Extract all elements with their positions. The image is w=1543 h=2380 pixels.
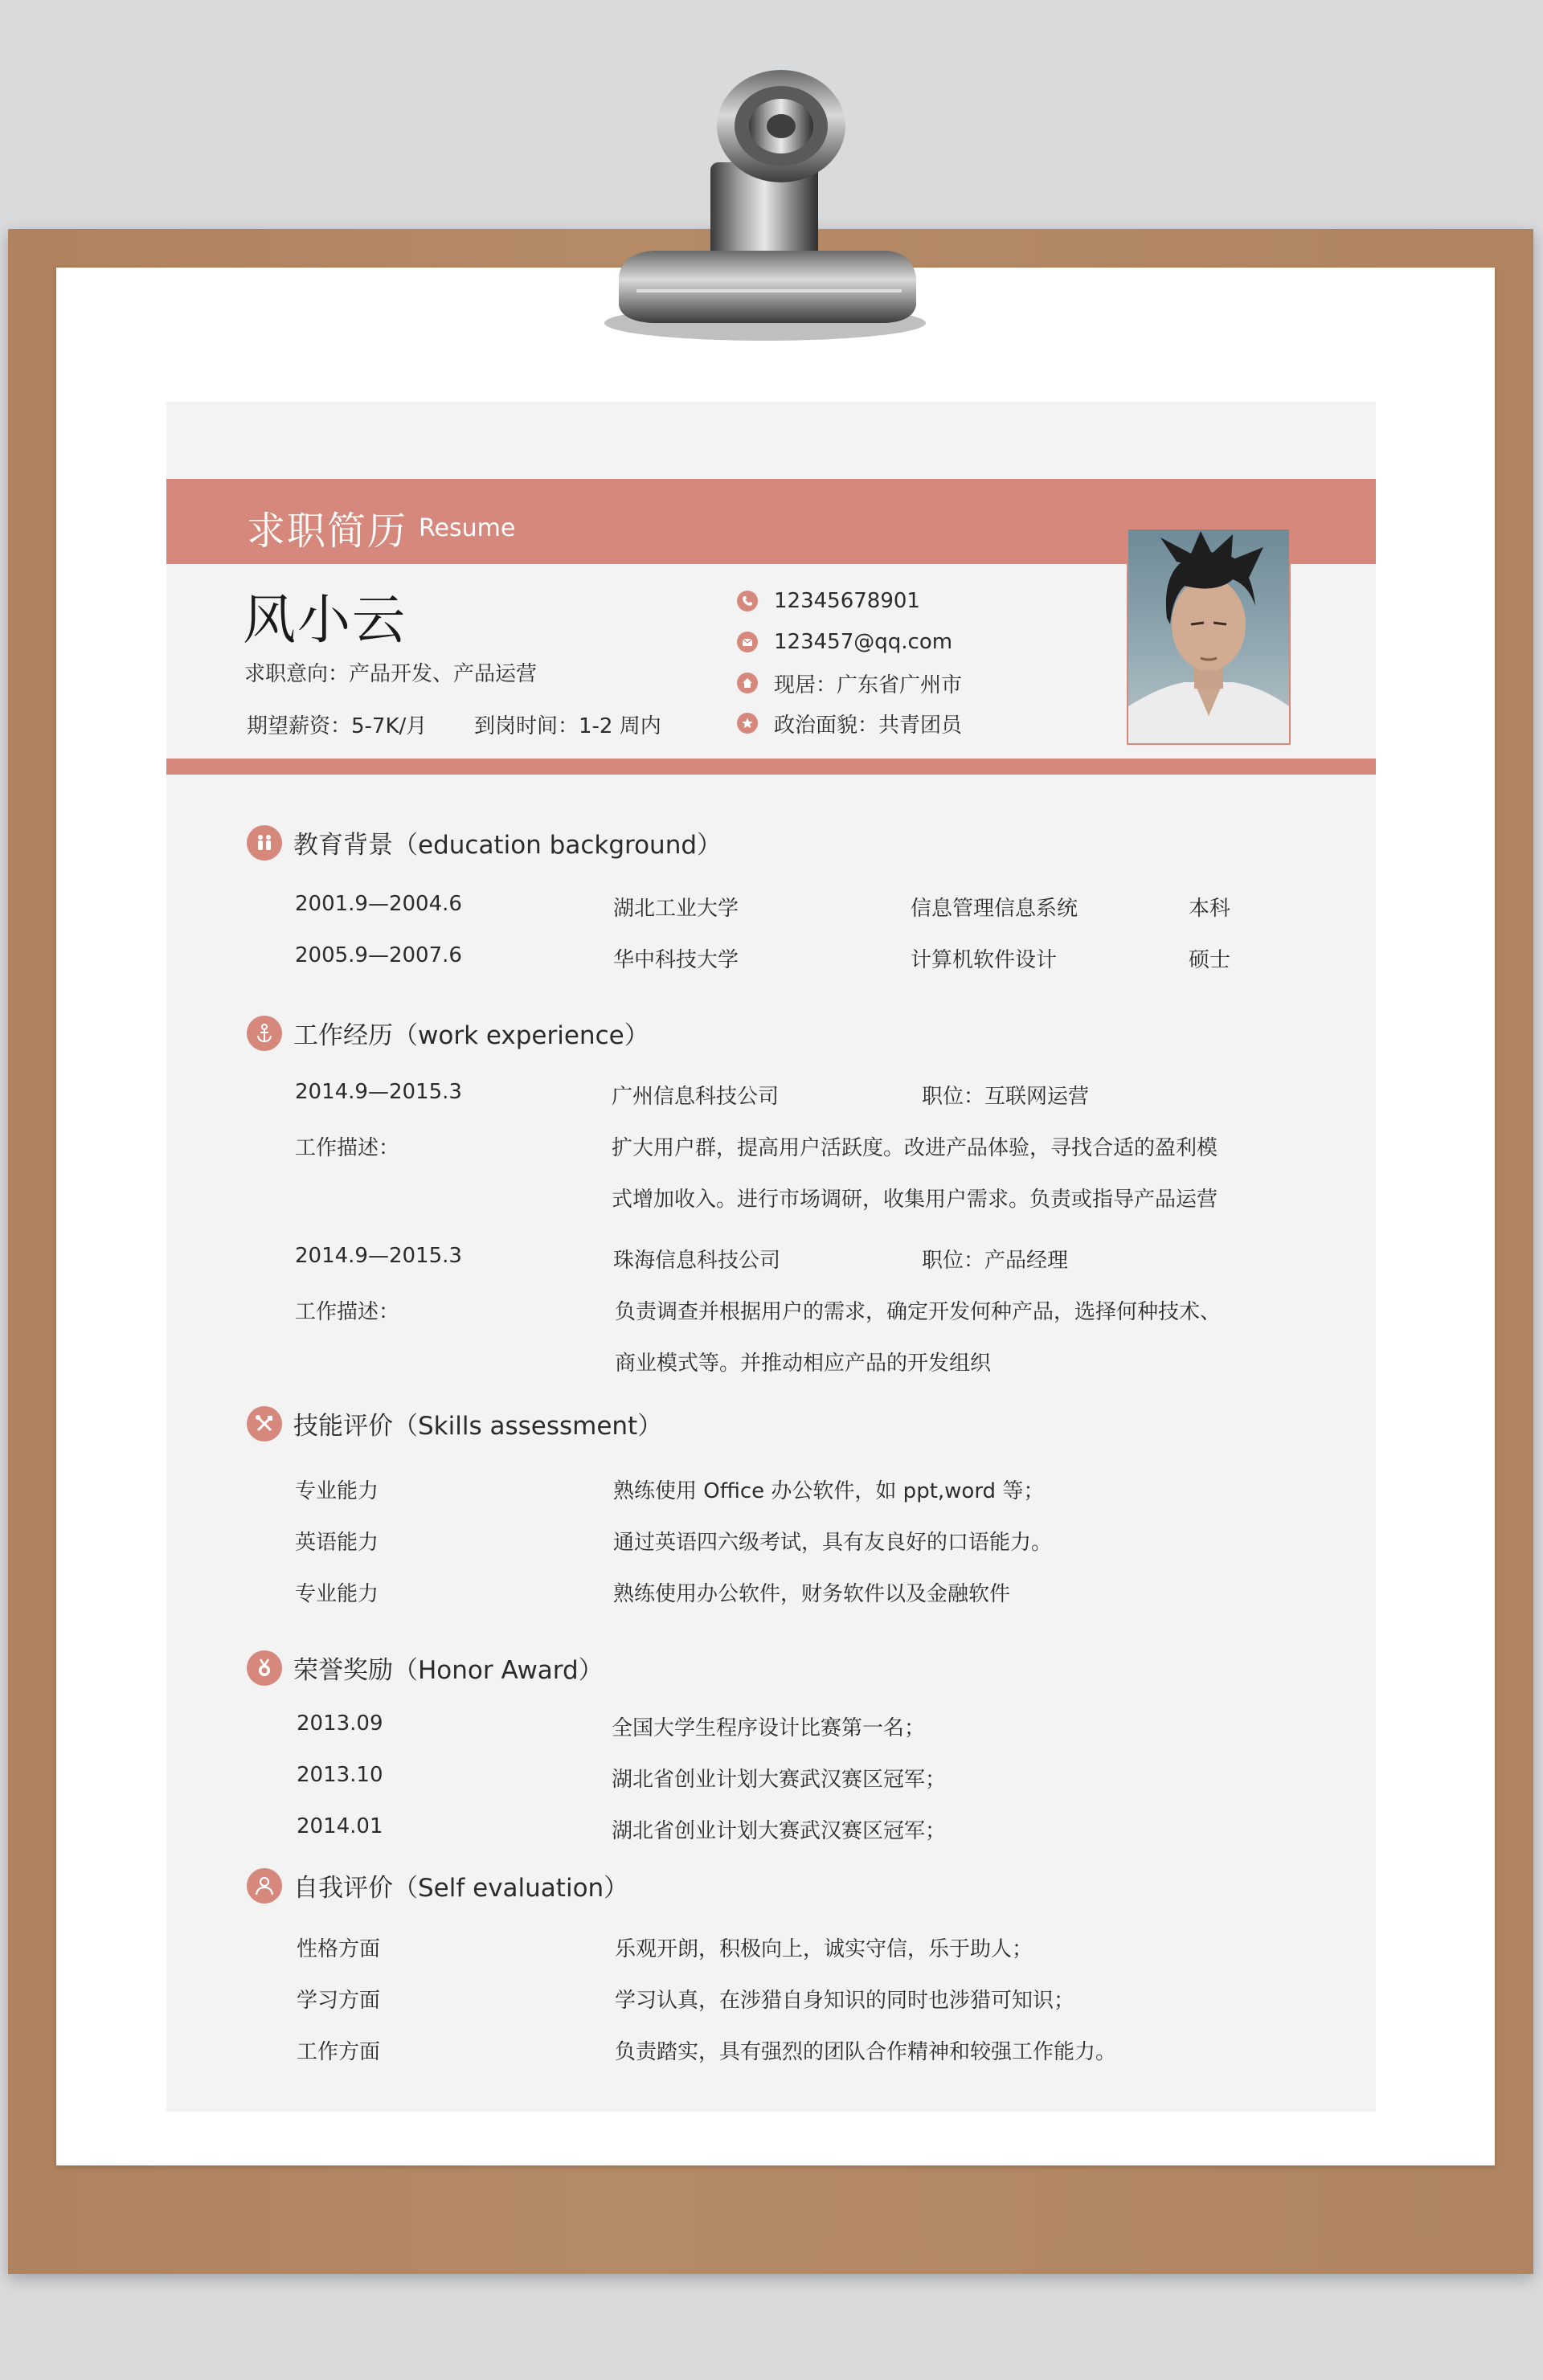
section-work	[247, 1015, 649, 1051]
candidate-name: 风小云	[243, 589, 407, 651]
portrait-icon	[1128, 530, 1289, 743]
honors-heading: 荣誉奖励（Honor Award）	[293, 1656, 604, 1685]
honor-value: 湖北省创业计划大赛武汉赛区冠军；	[612, 1819, 947, 1843]
contact-residence	[737, 667, 962, 699]
edu-degree: 本科	[1189, 897, 1231, 921]
skill-label: 专业能力	[295, 1479, 379, 1503]
skill-value: 熟练使用办公软件，财务软件以及金融软件	[613, 1582, 1011, 1606]
medal-icon	[247, 1650, 282, 1686]
edu-degree: 硕士	[1189, 948, 1231, 972]
resume-title-en: Resume	[419, 514, 516, 542]
job-desc-line: 式增加收入。进行市场调研，收集用户需求。负责或指导产品运营	[612, 1188, 1218, 1212]
job-period: 2014.9—2015.3	[295, 1080, 462, 1104]
job-company: 广州信息科技公司	[612, 1085, 780, 1109]
resume-title: 求职简历	[247, 509, 408, 554]
resume-sheet	[166, 402, 1376, 2112]
header-divider	[166, 759, 1376, 775]
section-skills	[247, 1405, 662, 1441]
expected-salary: 期望薪资：5-7K/月	[247, 714, 428, 738]
edu-school: 湖北工业大学	[613, 897, 739, 921]
job-desc-line: 负责调查并根据用户的需求，确定开发何种产品，选择何种技术、	[615, 1300, 1222, 1324]
job-period: 2014.9—2015.3	[295, 1244, 462, 1268]
job-company: 珠海信息科技公司	[613, 1249, 781, 1273]
contact-politics	[737, 707, 962, 739]
honor-date: 2013.10	[297, 1763, 383, 1787]
job-desc-label: 工作描述：	[295, 1300, 400, 1324]
tools-icon	[247, 1406, 282, 1441]
people-icon	[247, 825, 282, 861]
self-eval-heading: 自我评价（Self evaluation）	[293, 1874, 629, 1903]
contact-phone	[737, 585, 920, 617]
profile-photo	[1127, 528, 1291, 745]
honor-value: 全国大学生程序设计比赛第一名；	[612, 1716, 926, 1740]
edu-school: 华中科技大学	[613, 948, 739, 972]
work-heading: 工作经历（work experience）	[293, 1021, 649, 1050]
eval-value: 负责踏实，具有强烈的团队合作精神和较强工作能力。	[615, 2040, 1117, 2064]
eval-value: 乐观开朗，积极向上，诚实守信，乐于助人；	[615, 1937, 1033, 1961]
binder-clip-icon	[580, 50, 950, 355]
home-icon	[737, 673, 758, 693]
job-desc-line: 扩大用户群，提高用户活跃度。改进产品体验，寻找合适的盈利模	[612, 1136, 1218, 1160]
anchor-icon	[247, 1016, 282, 1051]
user-icon	[247, 1868, 282, 1904]
honor-value: 湖北省创业计划大赛武汉赛区冠军；	[612, 1768, 947, 1792]
job-desc-line: 商业模式等。并推动相应产品的开发组织	[615, 1352, 992, 1376]
phone-number: 12345678901	[774, 589, 920, 613]
section-honors	[247, 1650, 604, 1686]
email-address: 123457@qq.com	[774, 630, 953, 654]
email-icon	[737, 632, 758, 652]
skill-label: 专业能力	[295, 1582, 379, 1606]
honor-date: 2014.01	[297, 1814, 383, 1838]
job-intent: 求职意向：产品开发、产品运营	[244, 662, 538, 686]
education-heading: 教育背景（education background）	[293, 831, 722, 860]
job-position: 职位：产品经理	[922, 1249, 1069, 1273]
job-position: 职位：互联网运营	[922, 1085, 1090, 1109]
skill-value: 熟练使用 Office 办公软件，如 ppt,word 等；	[613, 1479, 1045, 1503]
edu-period: 2005.9—2007.6	[295, 943, 462, 967]
skill-label: 英语能力	[295, 1531, 379, 1555]
edu-major: 计算机软件设计	[911, 948, 1058, 972]
eval-label: 工作方面	[297, 2040, 381, 2064]
edu-major: 信息管理信息系统	[911, 897, 1078, 921]
skill-value: 通过英语四六级考试，具有友良好的口语能力。	[613, 1531, 1053, 1555]
section-education	[247, 824, 722, 861]
star-icon	[737, 713, 758, 734]
eval-label: 学习方面	[297, 1989, 381, 2013]
honor-date: 2013.09	[297, 1711, 383, 1736]
eval-value: 学习认真，在涉猎自身知识的同时也涉猎可知识；	[615, 1989, 1075, 2013]
arrival-time: 到岗时间：1-2 周内	[474, 714, 661, 738]
politics-text: 政治面貌：共青团员	[774, 713, 963, 738]
skills-heading: 技能评价（Skills assessment）	[293, 1412, 663, 1441]
residence-text: 现居：广东省广州市	[774, 673, 963, 697]
section-self-eval	[247, 1867, 628, 1904]
eval-label: 性格方面	[297, 1937, 381, 1961]
contact-email	[737, 626, 952, 658]
phone-icon	[737, 591, 758, 611]
job-desc-label: 工作描述：	[295, 1136, 400, 1160]
edu-period: 2001.9—2004.6	[295, 892, 462, 916]
